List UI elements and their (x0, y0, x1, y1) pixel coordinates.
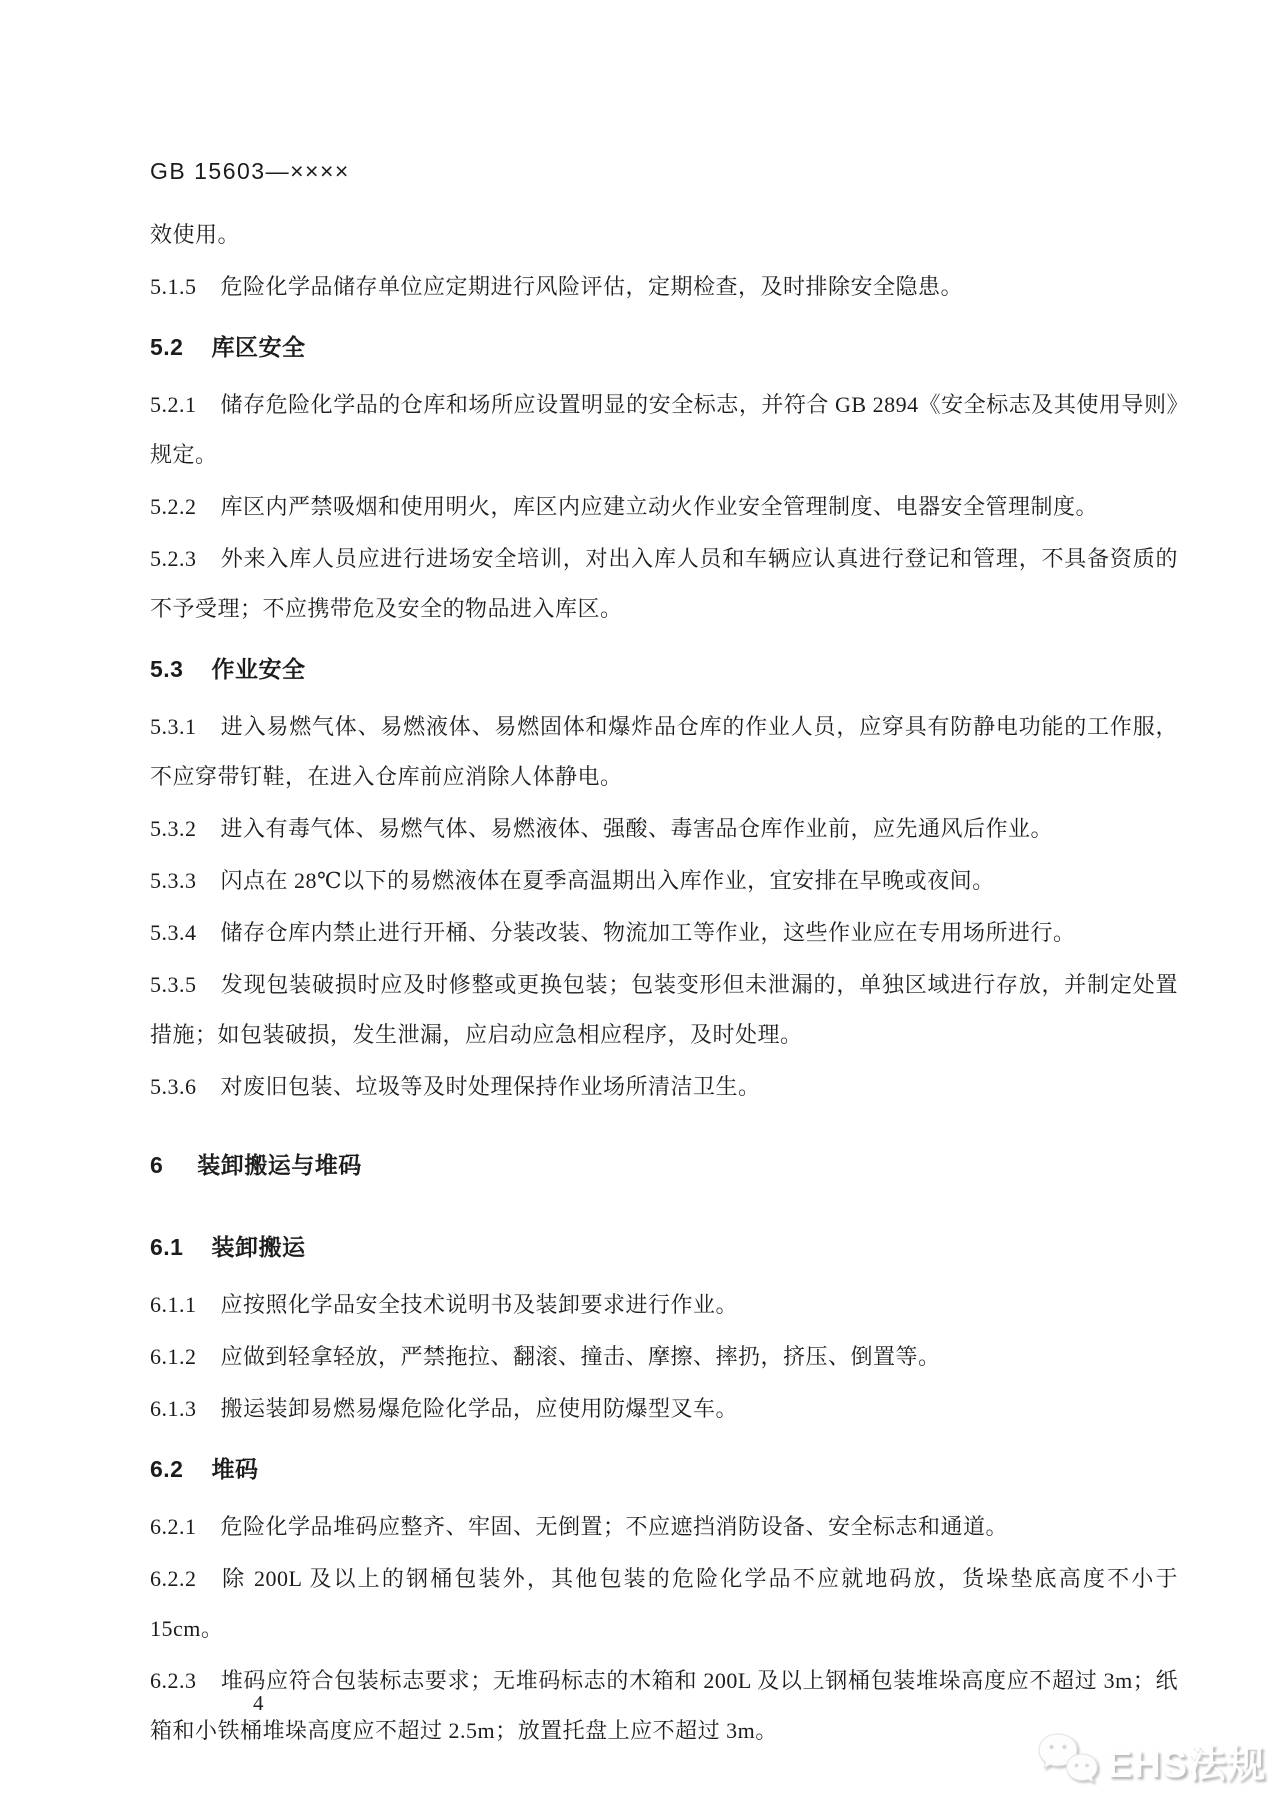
clause-number: 5.2.3 (150, 546, 197, 571)
section-heading (150, 644, 1178, 694)
clause-paragraph (150, 1062, 1178, 1112)
clause-text: 闪点在 28℃以下的易燃液体在夏季高温期出入库作业，宜安排在早晚或夜间。 (220, 868, 995, 893)
clause-text: 危险化学品储存单位应定期进行风险评估，定期检查，及时排除安全隐患。 (220, 274, 964, 299)
clause-number: 6.2.1 (150, 1514, 197, 1539)
clause-number: 5.3.5 (150, 972, 197, 997)
section-heading (150, 322, 1178, 372)
clause-text: 应做到轻拿轻放，严禁拖拉、翻滚、撞击、摩擦、摔扔，挤压、倒置等。 (220, 1344, 941, 1369)
clause-number: 6.1 (150, 1234, 184, 1260)
clause-text: 危险化学品堆码应整齐、牢固、无倒置；不应遮挡消防设备、安全标志和通道。 (220, 1514, 1009, 1539)
clause-paragraph (150, 262, 1178, 312)
clause-number: 5.2.2 (150, 494, 197, 519)
section-heading (150, 1222, 1178, 1272)
clause-paragraph (150, 960, 1178, 1060)
clause-paragraph (150, 1554, 1178, 1654)
clause-number: 6 (150, 1152, 164, 1178)
clause-number: 5.3 (150, 656, 184, 682)
clause-text: 搬运装卸易燃易爆危险化学品，应使用防爆型叉车。 (220, 1396, 739, 1421)
clause-text: 装卸搬运 (211, 1234, 306, 1260)
section-heading (150, 1140, 1178, 1190)
clause-number: 5.3.2 (150, 816, 197, 841)
clause-paragraph (150, 1280, 1178, 1330)
clause-number: 6.1.2 (150, 1344, 197, 1369)
clause-number: 6.2.2 (150, 1566, 197, 1591)
clause-number: 6.2.3 (150, 1668, 197, 1693)
clause-text: 外来入库人员应进行进场安全培训，对出入库人员和车辆应认真进行登记和管理，不具备资质的不予受理；不应携带危及安全的物品进入库区。 (150, 546, 1178, 621)
clause-paragraph (150, 534, 1178, 634)
section-heading (150, 1444, 1178, 1494)
clause-number: 5.1.5 (150, 274, 197, 299)
doc-body (150, 210, 1178, 1756)
clause-paragraph (150, 210, 1178, 260)
clause-number: 6.2 (150, 1456, 184, 1482)
clause-paragraph (150, 1384, 1178, 1434)
clause-number: 5.3.6 (150, 1074, 197, 1099)
clause-number: 5.3.3 (150, 868, 197, 893)
clause-paragraph (150, 1332, 1178, 1382)
clause-paragraph (150, 702, 1178, 802)
page-number: 4 (253, 1691, 264, 1715)
clause-paragraph (150, 380, 1178, 480)
wechat-icon (1037, 1732, 1099, 1788)
clause-paragraph (150, 482, 1178, 532)
clause-text: 发现包装破损时应及时修整或更换包装；包装变形但未泄漏的，单独区域进行存放，并制定处置措施；如包装破损，发生泄漏，应启动应急相应程序，及时处理。 (150, 972, 1178, 1047)
clause-paragraph (150, 856, 1178, 906)
clause-number: 6.1.1 (150, 1292, 197, 1317)
watermark-label: EHS法规 (1106, 1743, 1266, 1786)
clause-text: 储存仓库内禁止进行开桶、分装改装、物流加工等作业，这些作业应在专用场所进行。 (220, 920, 1076, 945)
clause-text: 储存危险化学品的仓库和场所应设置明显的安全标志，并符合 GB 2894《安全标志及其使用导则》规定。 (150, 392, 1178, 467)
clause-number: 5.3.1 (150, 714, 197, 739)
clause-number: 5.2 (150, 334, 184, 360)
clause-text: 进入有毒气体、易燃气体、易燃液体、强酸、毒害品仓库作业前，应先通风后作业。 (220, 816, 1054, 841)
clause-text: 库区安全 (211, 334, 306, 360)
doc-number-header: GB 15603—×××× (150, 158, 350, 184)
clause-number: 5.3.4 (150, 920, 197, 945)
clause-text: 进入易燃气体、易燃液体、易燃固体和爆炸品仓库的作业人员，应穿具有防静电功能的工作服，不应穿带钉鞋，在进入仓库前应消除人体静电。 (150, 714, 1178, 789)
clause-text: 对废旧包装、垃圾等及时处理保持作业场所清洁卫生。 (220, 1074, 761, 1099)
clause-paragraph (150, 1502, 1178, 1552)
clause-number: 6.1.3 (150, 1396, 197, 1421)
clause-number: 5.2.1 (150, 392, 197, 417)
clause-text: 堆码应符合包装标志要求；无堆码标志的木箱和 200L 及以上钢桶包装堆垛高度应不超过 3m；纸箱和小铁桶堆垛高度应不超过 2.5m；放置托盘上应不超过 3m。 (150, 1668, 1178, 1743)
clause-text: 装卸搬运与堆码 (197, 1152, 362, 1178)
clause-text: 堆码 (211, 1456, 259, 1482)
clause-paragraph (150, 1656, 1178, 1756)
clause-text: 作业安全 (211, 656, 306, 682)
watermark-ehs (1037, 1732, 1266, 1788)
clause-text: 库区内严禁吸烟和使用明火，库区内应建立动火作业安全管理制度、电器安全管理制度。 (220, 494, 1099, 519)
clause-paragraph (150, 908, 1178, 958)
clause-text: 应按照化学品安全技术说明书及装卸要求进行作业。 (220, 1292, 739, 1317)
clause-text: 除 200L 及以上的钢桶包装外，其他包装的危险化学品不应就地码放，货垛垫底高度不小于 15cm。 (150, 1566, 1178, 1641)
clause-paragraph (150, 804, 1178, 854)
clause-text: 效使用。 (150, 222, 241, 247)
